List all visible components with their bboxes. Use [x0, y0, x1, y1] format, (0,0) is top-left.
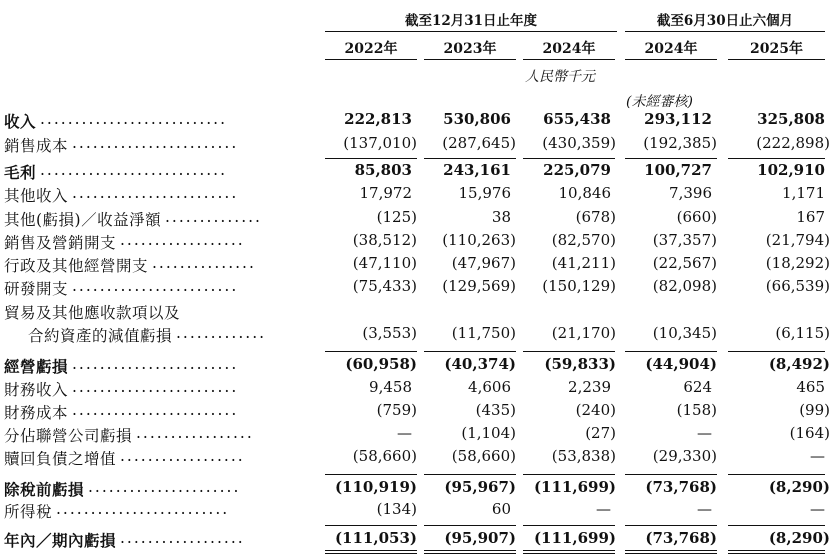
value-cell: (192,385) — [643, 134, 717, 152]
row-label: 行政及其他經營開支 — [4, 257, 149, 275]
value-cell: (759) — [376, 401, 417, 419]
value-cell: (59,833) — [544, 355, 616, 373]
value-cell: (41,211) — [551, 254, 616, 272]
subtotal-rule — [625, 474, 717, 475]
value-cell: — — [697, 500, 712, 518]
row-label: 其他收入 — [4, 187, 69, 205]
leader-dots: ........................... — [40, 161, 228, 179]
row-label: 經營虧損 — [4, 357, 69, 376]
row-label: 其他(虧損)／收益淨額 — [4, 211, 162, 229]
value-cell: (435) — [475, 401, 516, 419]
value-cell: (82,098) — [652, 277, 717, 295]
value-cell: 17,972 — [359, 184, 412, 202]
value-cell: (8,492) — [768, 355, 830, 373]
value-cell: (21,170) — [551, 324, 616, 342]
annual-group-rule — [325, 31, 617, 32]
value-cell: (3,553) — [362, 324, 417, 342]
value-cell: (60,958) — [345, 355, 417, 373]
table-row — [0, 447, 831, 469]
row-label: 財務收入 — [4, 381, 69, 399]
value-cell: (222,898) — [756, 134, 830, 152]
subtotal-rule — [325, 525, 417, 526]
table-row — [0, 231, 831, 253]
row-label: 所得稅 — [4, 503, 53, 521]
value-cell: (18,292) — [765, 254, 830, 272]
value-cell: (58,660) — [451, 447, 516, 465]
table-row — [0, 529, 831, 551]
value-cell: (164) — [789, 424, 830, 442]
year-rule-2023 — [424, 59, 516, 60]
row-label: 分佔聯營公司虧損 — [4, 427, 133, 445]
row-label: 貿易及其他應收款項以及 — [4, 304, 181, 322]
value-cell: 2,239 — [568, 378, 611, 396]
value-cell: (137,010) — [343, 134, 417, 152]
value-cell: (240) — [575, 401, 616, 419]
subtotal-rule — [424, 351, 516, 352]
subtotal-rule — [325, 550, 417, 551]
table-row — [0, 254, 831, 276]
value-cell: (111,699) — [533, 529, 616, 547]
value-cell: 222,813 — [344, 110, 412, 128]
value-cell: (21,794) — [765, 231, 830, 249]
value-cell: (134) — [376, 500, 417, 518]
subtotal-rule — [424, 525, 516, 526]
subtotal-rule — [325, 158, 417, 159]
subtotal-rule — [728, 525, 825, 526]
value-cell: 9,458 — [369, 378, 412, 396]
leader-dots: .................. — [120, 529, 245, 547]
value-cell: 325,808 — [757, 110, 825, 128]
table-row — [0, 355, 831, 377]
value-cell: (660) — [676, 208, 717, 226]
value-cell: (22,567) — [652, 254, 717, 272]
value-cell: (53,838) — [551, 447, 616, 465]
subtotal-rule — [424, 474, 516, 475]
subtotal-rule — [424, 158, 516, 159]
value-cell: (47,967) — [451, 254, 516, 272]
value-cell: 38 — [491, 208, 511, 226]
leader-dots: .............. — [165, 208, 262, 226]
subtotal-rule — [523, 550, 615, 551]
subtotal-rule — [523, 474, 615, 475]
table-row — [0, 184, 831, 206]
table-row — [0, 324, 831, 346]
value-cell: (95,907) — [444, 529, 516, 547]
year-header-2022: 2022年 — [344, 41, 398, 57]
value-cell: (11,750) — [451, 324, 516, 342]
value-cell: 10,846 — [558, 184, 611, 202]
row-label: 毛利 — [4, 163, 37, 182]
leader-dots: ........................ — [72, 184, 239, 202]
table-row — [0, 277, 831, 299]
value-cell: (1,104) — [461, 424, 516, 442]
leader-dots: ........................ — [72, 378, 239, 396]
value-cell: 465 — [796, 378, 825, 396]
year-rule-2024-interim — [625, 59, 717, 60]
year-header-2025: 2025年 — [750, 41, 803, 57]
value-cell: (99) — [799, 401, 830, 419]
table-row — [0, 134, 831, 156]
subtotal-rule — [625, 351, 717, 352]
value-cell: (29,330) — [652, 447, 717, 465]
subtotal-rule — [728, 550, 825, 551]
row-label: 銷售成本 — [4, 137, 69, 155]
year-header-2024: 2024年 — [542, 41, 596, 57]
subtotal-rule — [728, 351, 825, 352]
value-cell: 15,976 — [458, 184, 511, 202]
subtotal-rule — [625, 158, 717, 159]
table-row — [0, 110, 831, 132]
value-cell: (287,645) — [442, 134, 516, 152]
leader-dots: .................. — [120, 447, 245, 465]
value-cell: (10,345) — [652, 324, 717, 342]
row-label: 合約資產的減值虧損 — [28, 327, 173, 345]
value-cell: 293,112 — [644, 110, 712, 128]
unaudited-note: (未經審核) — [626, 94, 693, 110]
table-row — [0, 424, 831, 446]
table-row — [0, 208, 831, 230]
subtotal-rule — [728, 158, 825, 159]
value-cell: 655,438 — [543, 110, 611, 128]
value-cell: (110,919) — [334, 478, 417, 496]
value-cell: (58,660) — [352, 447, 417, 465]
value-cell: — — [397, 424, 412, 442]
value-cell: (158) — [676, 401, 717, 419]
value-cell: 85,803 — [354, 161, 412, 179]
value-cell: (75,433) — [352, 277, 417, 295]
subtotal-rule — [523, 525, 615, 526]
value-cell: 1,171 — [782, 184, 825, 202]
value-cell: 530,806 — [443, 110, 511, 128]
leader-dots: ......................... — [56, 500, 230, 518]
value-cell: (47,110) — [352, 254, 417, 272]
value-cell: (95,967) — [444, 478, 516, 496]
subtotal-rule — [424, 550, 516, 551]
row-label: 贖回負債之增值 — [4, 450, 117, 468]
row-label: 年內／期內虧損 — [4, 531, 117, 550]
value-cell: — — [810, 447, 825, 465]
value-cell: (129,569) — [442, 277, 516, 295]
value-cell: 100,727 — [644, 161, 712, 179]
value-cell: 624 — [683, 378, 712, 396]
value-cell: (66,539) — [765, 277, 830, 295]
value-cell: 225,079 — [543, 161, 611, 179]
value-cell: (38,512) — [352, 231, 417, 249]
value-cell: (150,129) — [542, 277, 616, 295]
table-row — [0, 478, 831, 500]
value-cell: (44,904) — [645, 355, 717, 373]
currency-unit: 人民幣千元 — [525, 69, 595, 85]
value-cell: — — [697, 424, 712, 442]
leader-dots: ...................... — [88, 478, 241, 496]
table-row — [0, 161, 831, 183]
leader-dots: .................. — [120, 231, 245, 249]
value-cell: (82,570) — [551, 231, 616, 249]
leader-dots: ........................... — [40, 110, 228, 128]
row-label: 研發開支 — [4, 280, 69, 298]
value-cell: 4,606 — [468, 378, 511, 396]
year-rule-2024 — [523, 59, 615, 60]
value-cell: (27) — [585, 424, 616, 442]
value-cell: (110,263) — [442, 231, 516, 249]
subtotal-rule — [625, 550, 717, 551]
subtotal-rule — [523, 158, 615, 159]
value-cell: 7,396 — [669, 184, 712, 202]
year-rule-2022 — [325, 59, 417, 60]
value-cell: (73,768) — [645, 529, 717, 547]
value-cell: (678) — [575, 208, 616, 226]
subtotal-rule — [625, 525, 717, 526]
year-header-2024-interim: 2024年 — [644, 41, 698, 57]
table-row — [0, 301, 831, 323]
value-cell: — — [810, 500, 825, 518]
value-cell: (6,115) — [775, 324, 830, 342]
value-cell: 102,910 — [757, 161, 825, 179]
table-row — [0, 500, 831, 522]
value-cell: 167 — [796, 208, 825, 226]
value-cell: 243,161 — [443, 161, 511, 179]
leader-dots: ................. — [136, 424, 254, 442]
year-header-2023: 2023年 — [443, 41, 497, 57]
subtotal-rule — [728, 474, 825, 475]
leader-dots: ............. — [176, 324, 267, 342]
interim-group-rule — [625, 31, 825, 32]
value-cell: 60 — [491, 500, 511, 518]
subtotal-rule — [325, 351, 417, 352]
value-cell: (111,053) — [334, 529, 417, 547]
table-row — [0, 378, 831, 400]
leader-dots: ........................ — [72, 277, 239, 295]
leader-dots: ............... — [152, 254, 256, 272]
row-label: 除稅前虧損 — [4, 480, 85, 499]
subtotal-rule — [523, 351, 615, 352]
annual-group-header: 截至12月31日止年度 — [404, 13, 538, 29]
value-cell: (37,357) — [652, 231, 717, 249]
subtotal-rule — [325, 474, 417, 475]
value-cell: (430,359) — [542, 134, 616, 152]
value-cell: (125) — [376, 208, 417, 226]
value-cell: — — [596, 500, 611, 518]
value-cell: (8,290) — [768, 529, 830, 547]
value-cell: (8,290) — [768, 478, 830, 496]
leader-dots: ........................ — [72, 401, 239, 419]
interim-group-header: 截至6月30日止六個月 — [656, 13, 794, 29]
table-row — [0, 401, 831, 423]
row-label: 收入 — [4, 112, 37, 131]
value-cell: (40,374) — [444, 355, 516, 373]
value-cell: (73,768) — [645, 478, 717, 496]
leader-dots: ........................ — [72, 355, 239, 373]
row-label: 銷售及營銷開支 — [4, 234, 117, 252]
year-rule-2025 — [728, 59, 825, 60]
leader-dots: ........................ — [72, 134, 239, 152]
value-cell: (111,699) — [533, 478, 616, 496]
row-label: 財務成本 — [4, 404, 69, 422]
